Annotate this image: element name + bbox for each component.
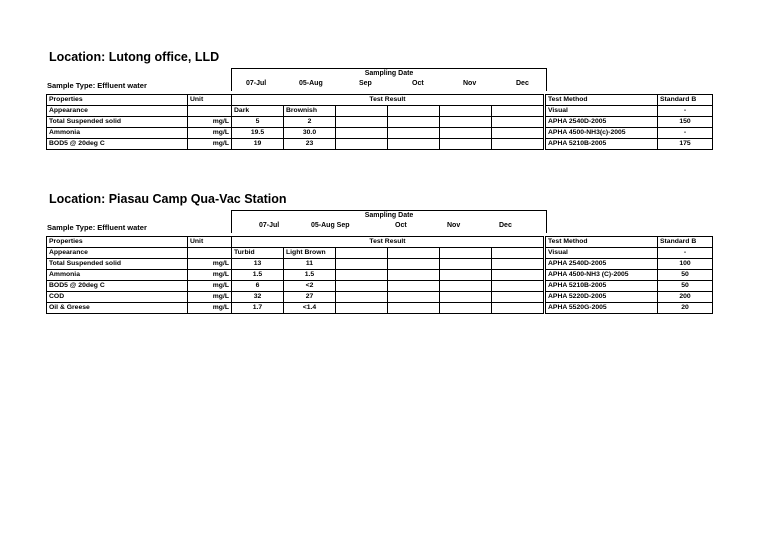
table-row (47, 117, 713, 128)
cell-aug: Brownish (284, 106, 336, 117)
cell-jul: 6 (232, 281, 284, 292)
cell-unit: mg/L (188, 139, 232, 150)
cell-oct (388, 270, 440, 281)
section2-month-row (231, 221, 547, 233)
cell-unit: mg/L (188, 270, 232, 281)
cell-aug: 11 (284, 259, 336, 270)
section1-month-jul: 07-Jul (246, 80, 267, 87)
section2-month-nov: Nov (447, 222, 461, 229)
section2-sample-type: Sample Type: Effluent water (47, 223, 147, 232)
header-unit: Unit (188, 95, 232, 106)
cell-dec (492, 281, 544, 292)
cell-unit: mg/L (188, 259, 232, 270)
cell-method: APHA 5520G-2005 (546, 303, 658, 314)
cell-standard: 150 (658, 117, 713, 128)
cell-method: APHA 5210B-2005 (546, 139, 658, 150)
section1-results-table (46, 94, 713, 150)
cell-dec (492, 128, 544, 139)
cell-sep (336, 248, 388, 259)
table-row (47, 248, 713, 259)
cell-nov (440, 139, 492, 150)
cell-standard: - (658, 106, 713, 117)
cell-oct (388, 281, 440, 292)
cell-method: APHA 2540D-2005 (546, 259, 658, 270)
cell-aug: <1.4 (284, 303, 336, 314)
cell-jul: 19.5 (232, 128, 284, 139)
section1-month-dec: Dec (516, 80, 529, 87)
cell-sep (336, 139, 388, 150)
header-properties: Properties (47, 237, 188, 248)
section2-month-jul: 07-Jul (259, 222, 280, 229)
cell-dec (492, 303, 544, 314)
table-row (47, 106, 713, 117)
cell-aug: Light Brown (284, 248, 336, 259)
cell-sep (336, 270, 388, 281)
cell-method: APHA 4500-NH3 (C)-2005 (546, 270, 658, 281)
cell-jul: 5 (232, 117, 284, 128)
cell-nov (440, 106, 492, 117)
cell-aug: 23 (284, 139, 336, 150)
cell-jul: Dark (232, 106, 284, 117)
cell-aug: 1.5 (284, 270, 336, 281)
cell-dec (492, 106, 544, 117)
header-unit: Unit (188, 237, 232, 248)
cell-nov (440, 270, 492, 281)
cell-standard: - (658, 128, 713, 139)
cell-jul: Turbid (232, 248, 284, 259)
cell-oct (388, 106, 440, 117)
cell-standard: - (658, 248, 713, 259)
cell-unit: mg/L (188, 128, 232, 139)
cell-method: APHA 4500-NH3(c)-2005 (546, 128, 658, 139)
section2-results-table (46, 236, 713, 314)
table-row (47, 292, 713, 303)
cell-aug: 30.0 (284, 128, 336, 139)
section1-month-aug: 05-Aug (299, 80, 323, 87)
cell-aug: 2 (284, 117, 336, 128)
header-test-result: Test Result (232, 95, 544, 106)
cell-property: Oil & Greese (47, 303, 188, 314)
section2-month-dec: Dec (499, 222, 512, 229)
table-row (47, 270, 713, 281)
cell-jul: 1.5 (232, 270, 284, 281)
section1-month-row (231, 79, 547, 91)
cell-oct (388, 303, 440, 314)
cell-property: Ammonia (47, 128, 188, 139)
cell-standard: 50 (658, 281, 713, 292)
cell-dec (492, 259, 544, 270)
cell-jul: 1.7 (232, 303, 284, 314)
cell-nov (440, 117, 492, 128)
cell-property: Ammonia (47, 270, 188, 281)
cell-method: Visual (546, 106, 658, 117)
cell-property: BOD5 @ 20deg C (47, 139, 188, 150)
section1-month-oct: Oct (412, 80, 424, 87)
cell-unit (188, 248, 232, 259)
cell-jul: 13 (232, 259, 284, 270)
cell-sep (336, 303, 388, 314)
cell-unit: mg/L (188, 281, 232, 292)
table-row (47, 259, 713, 270)
header-test-method: Test Method (546, 237, 658, 248)
cell-sep (336, 128, 388, 139)
section1-month-sep: Sep (359, 80, 372, 87)
cell-oct (388, 259, 440, 270)
cell-oct (388, 292, 440, 303)
cell-dec (492, 117, 544, 128)
cell-nov (440, 128, 492, 139)
cell-oct (388, 139, 440, 150)
header-test-method: Test Method (546, 95, 658, 106)
cell-oct (388, 117, 440, 128)
cell-dec (492, 248, 544, 259)
cell-jul: 19 (232, 139, 284, 150)
cell-method: APHA 5210B-2005 (546, 281, 658, 292)
cell-standard: 175 (658, 139, 713, 150)
cell-property: Total Suspended solid (47, 117, 188, 128)
header-properties: Properties (47, 95, 188, 106)
section2-month-oct: Oct (395, 222, 407, 229)
table-header-row (47, 237, 713, 248)
cell-dec (492, 270, 544, 281)
cell-unit (188, 106, 232, 117)
cell-property: BOD5 @ 20deg C (47, 281, 188, 292)
cell-standard: 50 (658, 270, 713, 281)
cell-nov (440, 292, 492, 303)
cell-unit: mg/L (188, 292, 232, 303)
cell-nov (440, 303, 492, 314)
cell-oct (388, 248, 440, 259)
table-header-row (47, 95, 713, 106)
section2-sampling-date-header: Sampling Date (231, 210, 547, 221)
cell-sep (336, 292, 388, 303)
cell-nov (440, 259, 492, 270)
cell-sep (336, 117, 388, 128)
cell-jul: 32 (232, 292, 284, 303)
cell-property: Appearance (47, 106, 188, 117)
cell-unit: mg/L (188, 117, 232, 128)
cell-nov (440, 281, 492, 292)
cell-oct (388, 128, 440, 139)
cell-standard: 200 (658, 292, 713, 303)
cell-sep (336, 259, 388, 270)
cell-sep (336, 281, 388, 292)
section1-title: Location: Lutong office, LLD (49, 50, 220, 64)
section2-month-aug-sep: 05-Aug Sep (311, 222, 350, 229)
cell-standard: 100 (658, 259, 713, 270)
header-test-result: Test Result (232, 237, 544, 248)
cell-dec (492, 139, 544, 150)
table-row (47, 303, 713, 314)
cell-aug: <2 (284, 281, 336, 292)
section2-title: Location: Piasau Camp Qua-Vac Station (49, 192, 287, 206)
cell-standard: 20 (658, 303, 713, 314)
cell-method: Visual (546, 248, 658, 259)
table-row (47, 281, 713, 292)
section1-month-nov: Nov (463, 80, 477, 87)
cell-aug: 27 (284, 292, 336, 303)
cell-property: Appearance (47, 248, 188, 259)
cell-method: APHA 5220D-2005 (546, 292, 658, 303)
table-row (47, 128, 713, 139)
section1-sample-type: Sample Type: Effluent water (47, 81, 147, 90)
cell-unit: mg/L (188, 303, 232, 314)
cell-method: APHA 2540D-2005 (546, 117, 658, 128)
cell-nov (440, 248, 492, 259)
cell-sep (336, 106, 388, 117)
header-standard: Standard B (658, 237, 713, 248)
header-standard: Standard B (658, 95, 713, 106)
table-row (47, 139, 713, 150)
cell-property: Total Suspended solid (47, 259, 188, 270)
section1-sampling-date-header: Sampling Date (231, 68, 547, 79)
cell-property: COD (47, 292, 188, 303)
cell-dec (492, 292, 544, 303)
